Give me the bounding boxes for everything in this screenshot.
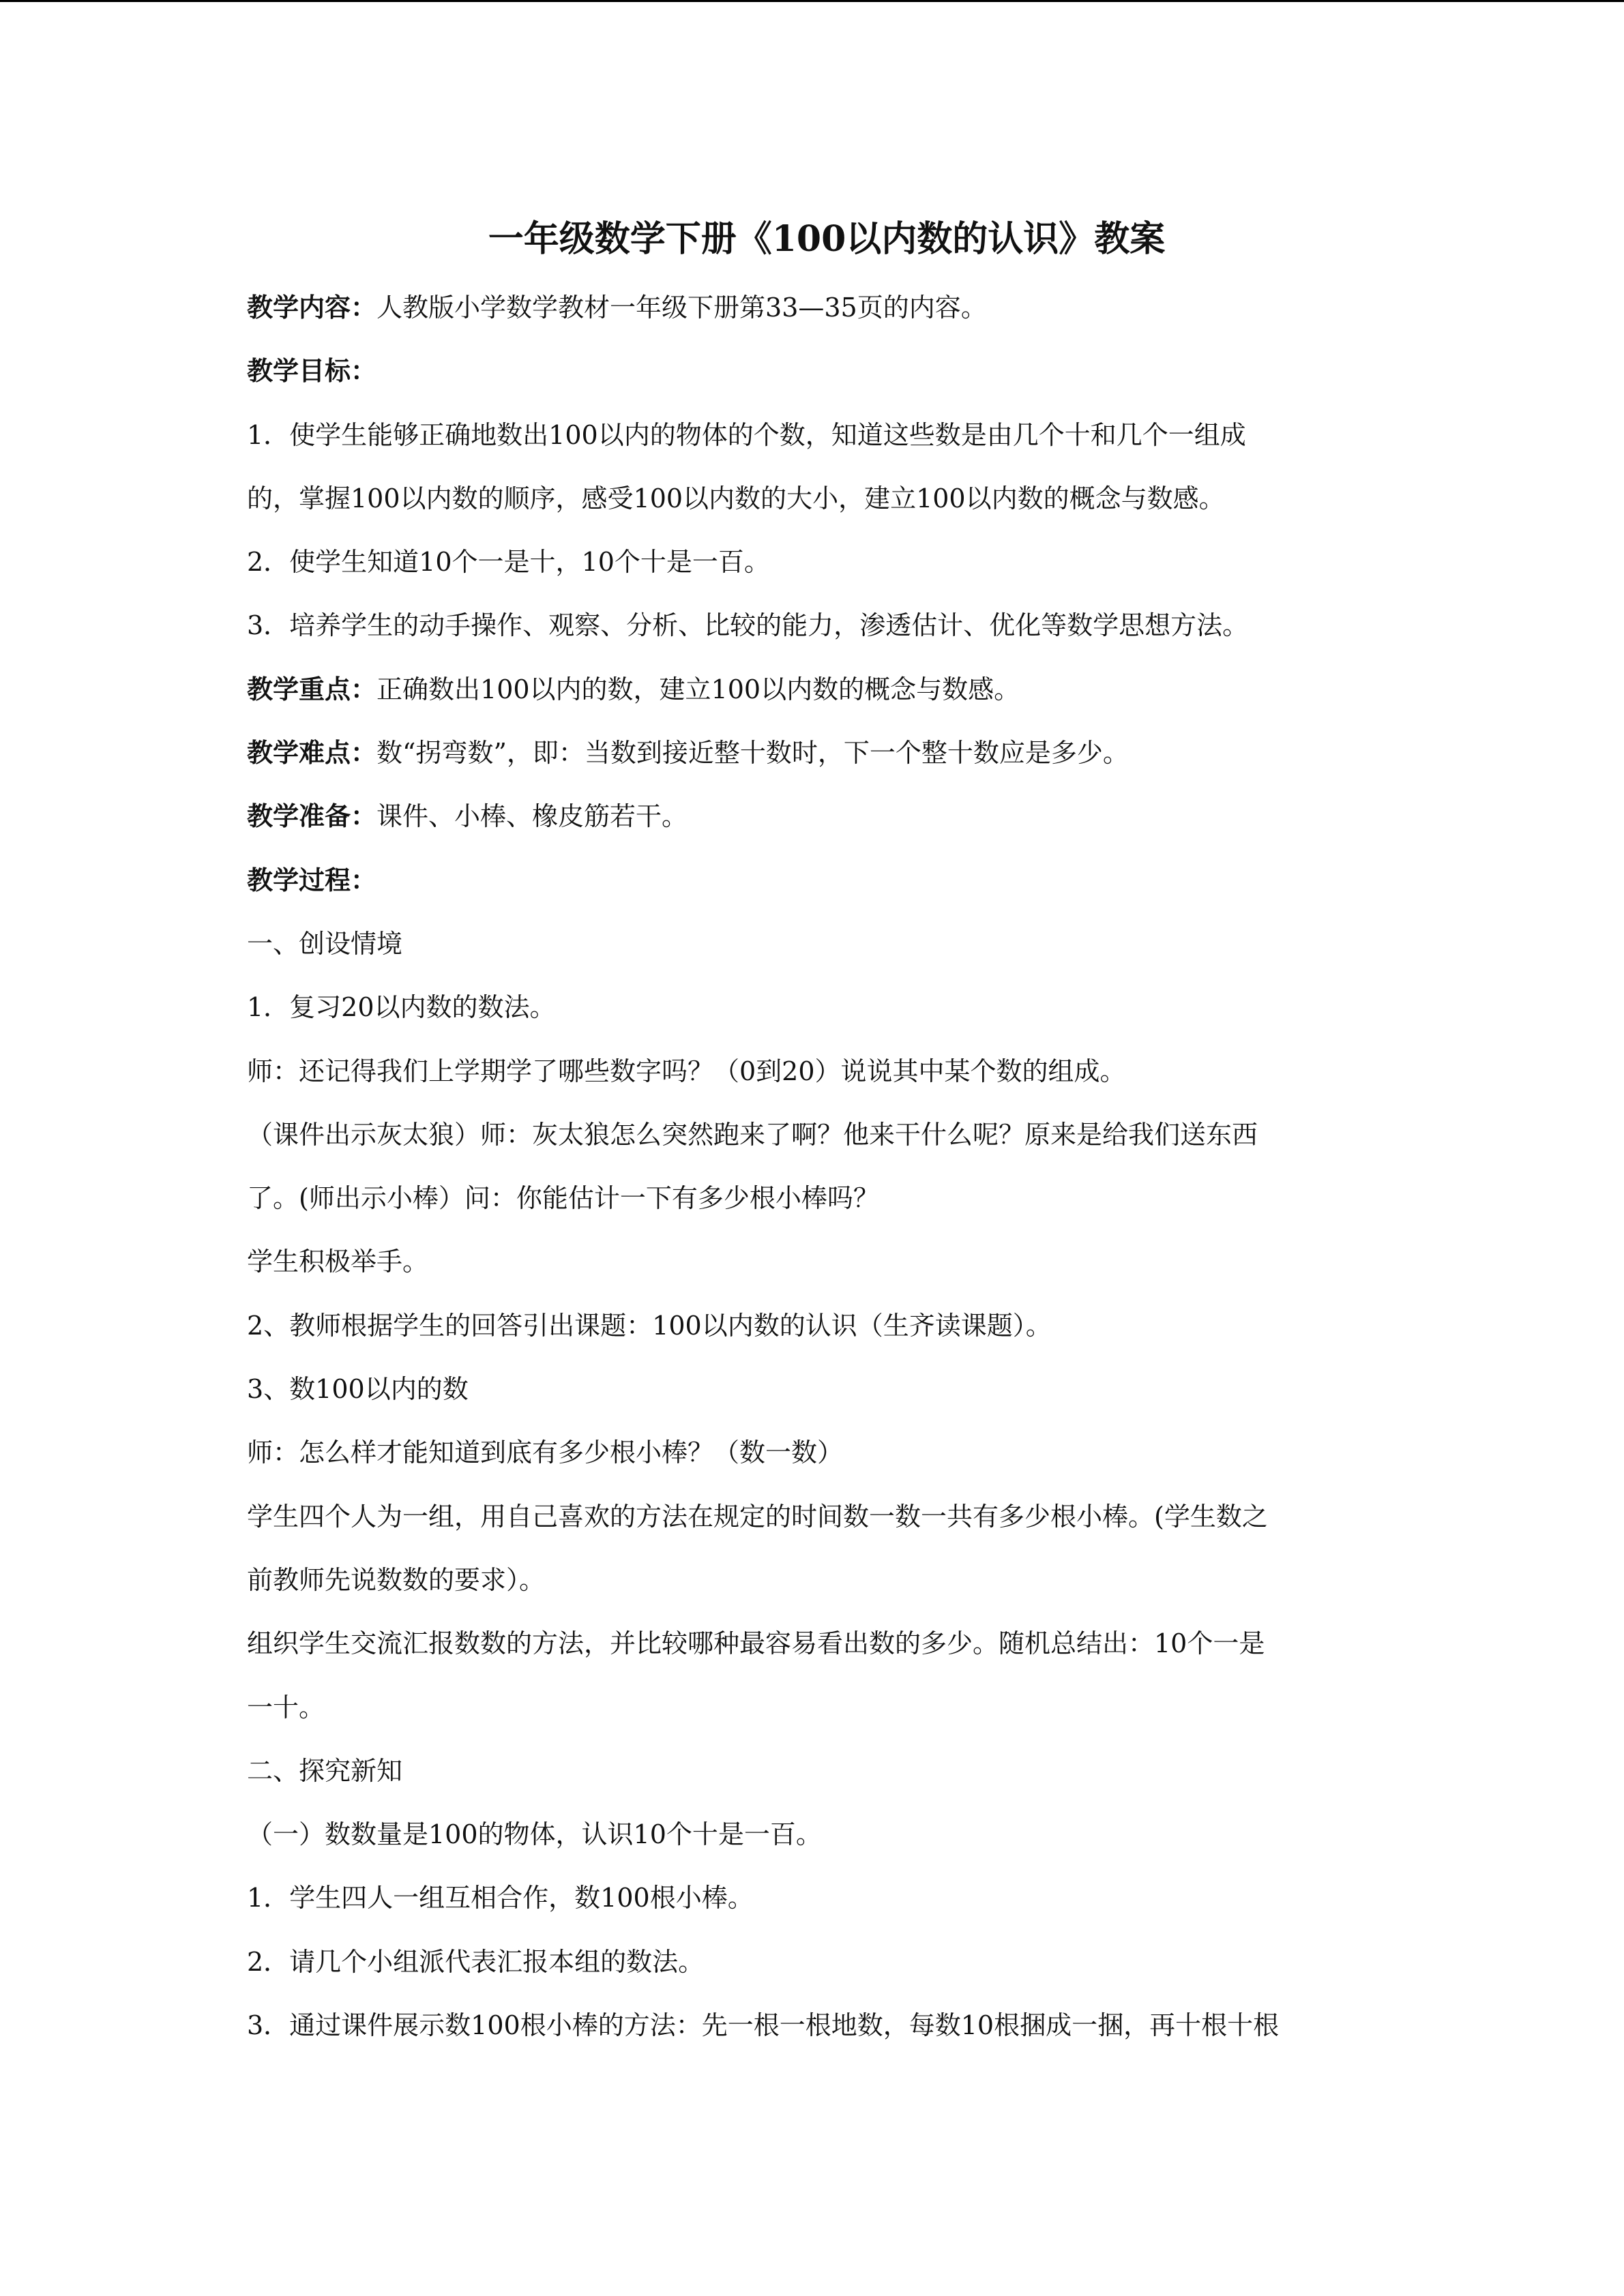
body-line: 学生四个人为一组，用自己喜欢的方法在规定的时间数一数一共有多少根小棒。(学生数之 bbox=[247, 1501, 1268, 1532]
teaching-content-text: 人教版小学数学教材一年级下册第33—35页的内容。 bbox=[377, 293, 987, 323]
teaching-difficulty-text: 数“拐弯数”，即：当数到接近整十数时，下一个整十数应是多少。 bbox=[377, 738, 1129, 769]
teaching-key-text: 正确数出100以内的数，建立100以内数的概念与数感。 bbox=[377, 674, 1020, 704]
body-line: 2、教师根据学生的回答引出课题：100以内数的认识（生齐读课题）。 bbox=[247, 1310, 1052, 1341]
body-line: 师：怎么样才能知道到底有多少根小棒？（数一数） bbox=[247, 1437, 844, 1468]
body-line: 前教师先说数数的要求）。 bbox=[247, 1564, 546, 1595]
body-line: 1．复习20以内数的数法。 bbox=[247, 992, 556, 1023]
teaching-goals-label: 教学目标： bbox=[247, 355, 377, 387]
goal-1-line-1: 1．使学生能够正确地数出100以内的物体的个数，知道这些数是由几个十和几个一组成 bbox=[247, 419, 1246, 450]
teaching-key-line bbox=[247, 672, 1379, 735]
goal-3: 3．培养学生的动手操作、观察、分析、比较的能力，渗透估计、优化等数学思想方法。 bbox=[247, 610, 1249, 641]
body-line: 3、数100以内的数 bbox=[247, 1374, 469, 1405]
teaching-difficulty-label: 教学难点： bbox=[247, 737, 377, 769]
teaching-process-label: 教学过程： bbox=[247, 864, 377, 895]
teaching-content-line bbox=[247, 290, 1379, 353]
document-title: 一年级数学下册《100以内数的认识》教案 bbox=[488, 218, 1166, 260]
teaching-prep-text: 课件、小棒、橡皮筋若干。 bbox=[377, 801, 688, 832]
teaching-content-label: 教学内容： bbox=[247, 292, 377, 323]
body-line: 2．请几个小组派代表汇报本组的数法。 bbox=[247, 1946, 705, 1977]
body-line: （课件出示灰太狼）师：灰太狼怎么突然跑来了啊？他来干什么呢？原来是给我们送东西 bbox=[247, 1119, 1258, 1150]
teaching-key-label: 教学重点： bbox=[247, 673, 377, 704]
body-line: 师：还记得我们上学期学了哪些数字吗？（0到20）说说其中某个数的组成。 bbox=[247, 1056, 1126, 1086]
document-content bbox=[247, 215, 1379, 2071]
body-line: 3．通过课件展示数100根小棒的方法：先一根一根地数，每数10根捆成一捆，再十根十根 bbox=[247, 2010, 1280, 2041]
body-line: 1．学生四人一组互相合作，数100根小棒。 bbox=[247, 1883, 754, 1913]
body-line: 二、探究新知 bbox=[247, 1755, 403, 1786]
body-line: （一）数数量是100的物体，认识10个十是一百。 bbox=[247, 1819, 822, 1850]
teaching-prep-label: 教学准备： bbox=[247, 801, 377, 832]
teaching-prep-line bbox=[247, 799, 1379, 862]
body-line: 学生积极举手。 bbox=[247, 1247, 429, 1277]
body-line: 了。(师出示小棒）问：你能估计一下有多少根小棒吗？ bbox=[247, 1183, 879, 1214]
body-line: 一、创设情境 bbox=[247, 928, 403, 959]
goal-1-line-2: 的，掌握100以内数的顺序，感受100以内数的大小，建立100以内数的概念与数感。 bbox=[247, 483, 1225, 513]
teaching-difficulty-line bbox=[247, 735, 1379, 799]
goal-2: 2．使学生知道10个一是十，10个十是一百。 bbox=[247, 547, 770, 578]
body-line: 一十。 bbox=[247, 1692, 325, 1723]
body-line: 组织学生交流汇报数数的方法，并比较哪种最容易看出数的多少。随机总结出：10个一是 bbox=[247, 1628, 1265, 1659]
